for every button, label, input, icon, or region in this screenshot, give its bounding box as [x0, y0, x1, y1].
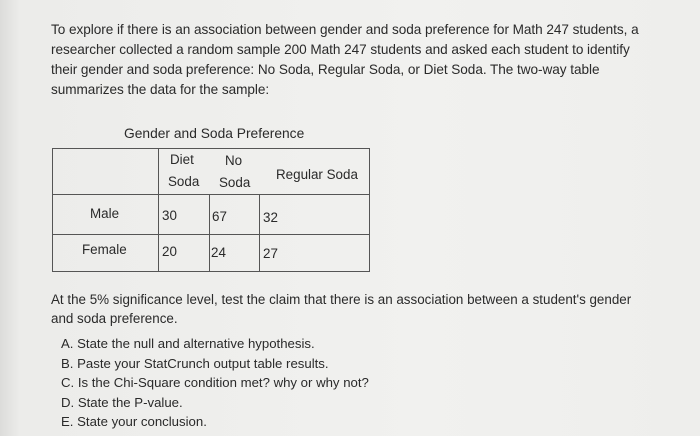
task-item: D. State the P-value.	[61, 394, 183, 410]
cell-female-no: 24	[211, 245, 226, 260]
header-regular-soda: Regular Soda	[276, 167, 358, 182]
table-col-divider	[209, 194, 210, 272]
question-paragraph	[51, 290, 671, 328]
task-item: C. Is the Chi-Square condition met? why or why not?	[61, 375, 369, 390]
table-row-divider	[52, 194, 370, 195]
intro-paragraph	[51, 20, 671, 100]
table-border-bottom	[52, 271, 370, 272]
table-border-top	[52, 148, 370, 149]
cell-male-no: 67	[212, 209, 227, 224]
question-line: and soda preference.	[51, 311, 178, 326]
header-no-soda: Soda	[219, 175, 251, 190]
row-label-male: Male	[90, 206, 120, 221]
intro-line: To explore if there is an association between gender and soda preference for Math 247 students, a	[51, 22, 639, 37]
intro-line: summarizes the data for the sample:	[51, 82, 270, 97]
table-title: Gender and Soda Preference	[124, 126, 305, 141]
cell-female-diet: 20	[162, 244, 177, 259]
intro-line: their gender and soda preference: No Soda, Regular Soda, or Diet Soda. The two-way table	[51, 62, 600, 77]
intro-line: researcher collected a random sample 200 Math 247 students and asked each student to identify	[51, 42, 630, 57]
table-col-divider	[259, 194, 260, 272]
cell-male-diet: 30	[162, 208, 177, 223]
header-diet: Diet	[170, 152, 194, 167]
table-row-divider	[52, 234, 370, 235]
table-col-divider	[158, 148, 159, 272]
cell-male-regular: 32	[263, 210, 278, 225]
table-border-left	[52, 148, 53, 272]
task-item: B. Paste your StatCrunch output table results.	[61, 355, 329, 371]
header-diet-soda: Soda	[168, 174, 200, 189]
row-label-female: Female	[82, 242, 127, 257]
header-no: No	[225, 153, 243, 168]
cell-female-regular: 27	[263, 246, 278, 261]
question-line: At the 5% significance level, test the claim that there is an association between a student's gender	[51, 292, 632, 307]
task-item: E. State your conclusion.	[61, 414, 207, 429]
task-list	[61, 334, 461, 432]
two-way-table	[52, 148, 370, 272]
table-border-right	[369, 148, 370, 272]
task-item: A. State the null and alternative hypothesis.	[61, 336, 315, 351]
